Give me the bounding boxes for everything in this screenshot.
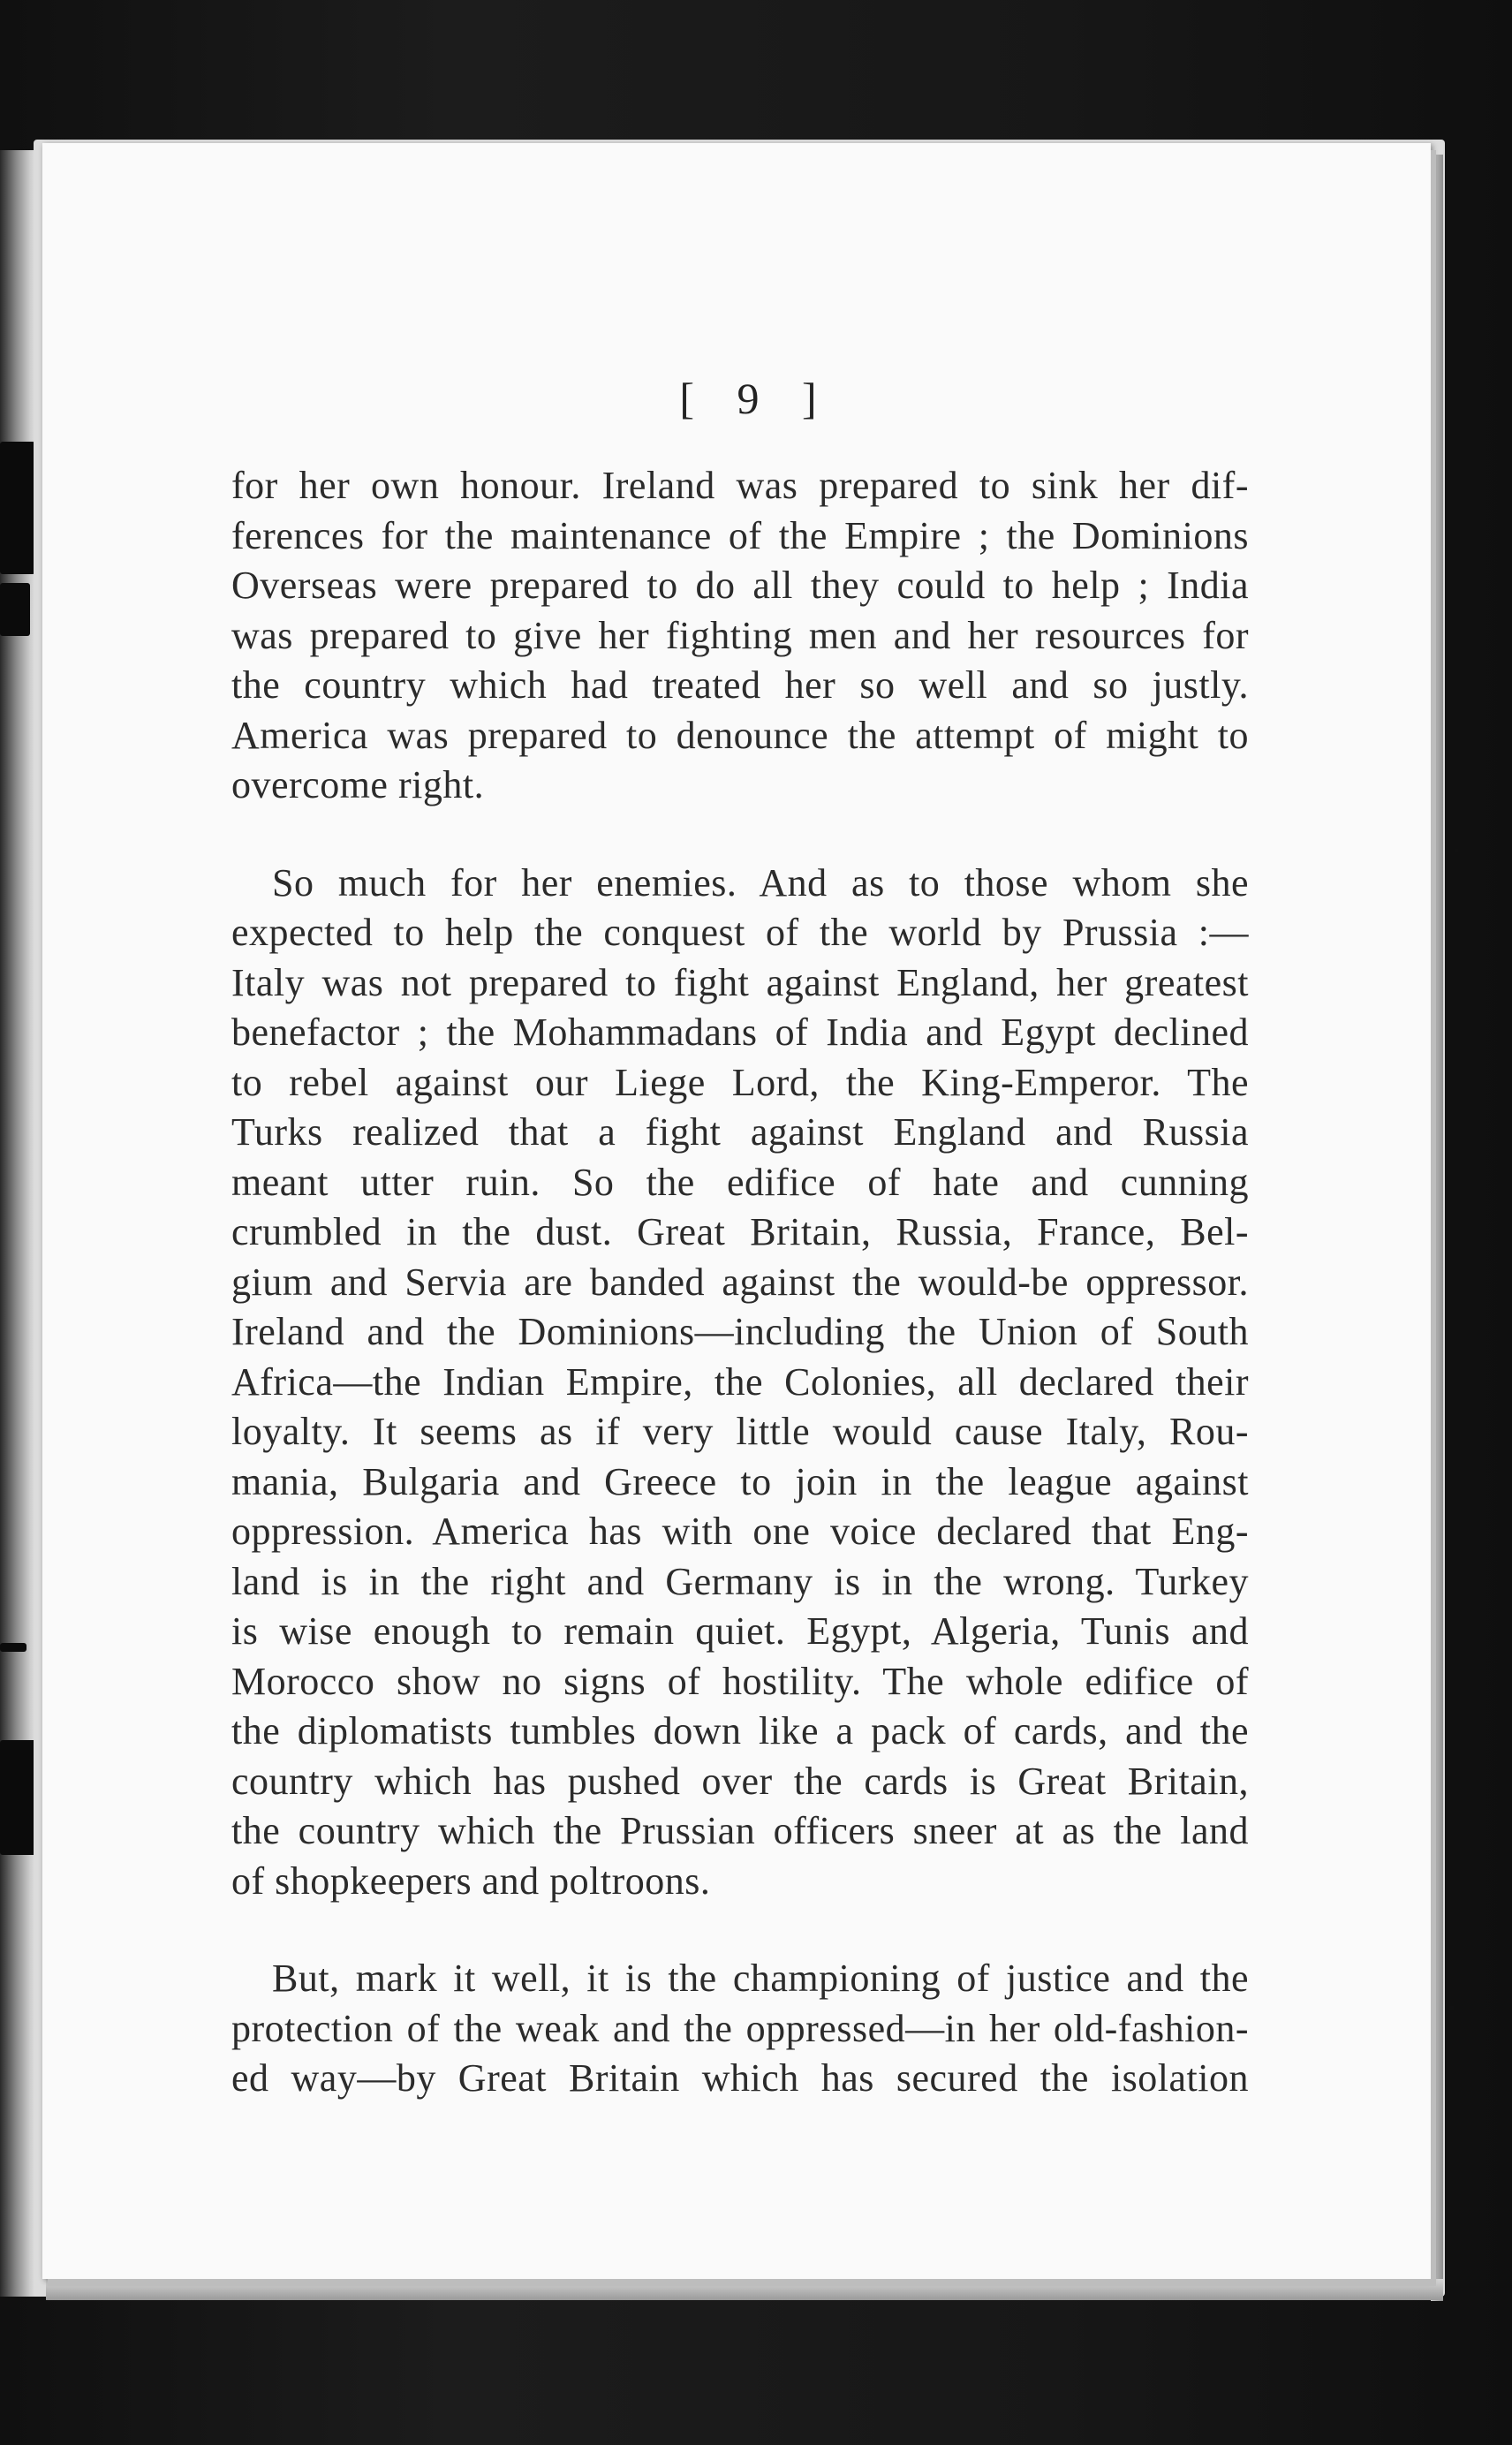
text-line: So much for her enemies. And as to those whom she <box>272 860 1249 905</box>
text-line: is wise enough to remain quiet. Egypt, Algeria, Tunis and <box>231 1609 1249 1653</box>
text-line: But, mark it well, it is the championing of justice and the <box>272 1957 1249 2000</box>
page-bottom-edge <box>46 2279 1443 2300</box>
text-line: land is in the right and Germany is in the wrong. Turkey <box>231 1559 1249 1603</box>
text-line: was prepared to give her fighting men and her resources for <box>231 613 1249 657</box>
text-line: America was prepared to denounce the attempt of might to <box>231 713 1249 757</box>
binding-stain-lower <box>0 1740 37 1855</box>
text-line: the country which the Prussian officers sneer at as the land <box>231 1809 1249 1852</box>
binding-stain-mid <box>0 1643 26 1652</box>
text-line: overcome right. <box>231 763 485 806</box>
page-right-edge <box>1431 155 1443 2301</box>
body-text <box>231 461 1249 2104</box>
binding-stain-upper <box>0 583 30 636</box>
paragraph-3 <box>231 1954 1249 2104</box>
scan-speck <box>1448 2005 1455 2011</box>
text-line: ed way—by Great Britain which has secured the isolation <box>231 2056 1249 2100</box>
text-line: crumbled in the dust. Great Britain, Russia, France, Bel- <box>231 1210 1249 1253</box>
text-line: meant utter ruin. So the edifice of hate and cunning <box>231 1160 1249 1204</box>
text-line: for her own honour. Ireland was prepared to sink her dif- <box>231 464 1249 507</box>
text-line: Africa—the Indian Empire, the Colonies, all declared their <box>231 1359 1249 1404</box>
text-line: of shopkeepers and poltroons. <box>231 1858 711 1903</box>
text-line: loyalty. It seems as if very little would cause Italy, Rou- <box>231 1410 1249 1453</box>
binding-stain-top <box>0 442 35 574</box>
text-line: country which has pushed over the cards is Great Britain, <box>231 1759 1249 1803</box>
text-line: ferences for the maintenance of the Empire ; the Dominions <box>231 513 1249 557</box>
text-line: protection of the weak and the oppressed—in her old-fashion- <box>231 2006 1249 2050</box>
text-line: to rebel against our Liege Lord, the King-Emperor. The <box>231 1060 1249 1104</box>
scan-speck <box>1454 848 1459 853</box>
text-line: the country which had treated her so well and so justly. <box>231 663 1249 707</box>
text-line: expected to help the conquest of the world by Prussia :— <box>231 911 1249 954</box>
text-line: mania, Bulgaria and Greece to join in the league against <box>231 1459 1249 1503</box>
text-line: Overseas were prepared to do all they could to help ; India <box>231 564 1249 607</box>
page-number: [ 9 ] <box>679 374 833 423</box>
text-line: Ireland and the Dominions—including the Union of South <box>231 1310 1249 1353</box>
text-line: oppression. America has with one voice declared that Eng- <box>231 1510 1249 1553</box>
text-line: benefactor ; the Mohammadans of India and Egypt declined <box>231 1011 1249 1054</box>
text-line: gium and Servia are banded against the would-be oppressor. <box>231 1260 1249 1304</box>
text-line: Italy was not prepared to fight against England, her greatest <box>231 960 1249 1004</box>
text-line: Turks realized that a fight against England and Russia <box>231 1110 1249 1154</box>
text-line: Morocco show no signs of hostility. The whole edifice of <box>231 1659 1249 1703</box>
paragraph-2 <box>231 859 1249 1907</box>
text-line: the diplomatists tumbles down like a pack of cards, and the <box>231 1709 1249 1752</box>
paragraph-1 <box>231 461 1249 811</box>
